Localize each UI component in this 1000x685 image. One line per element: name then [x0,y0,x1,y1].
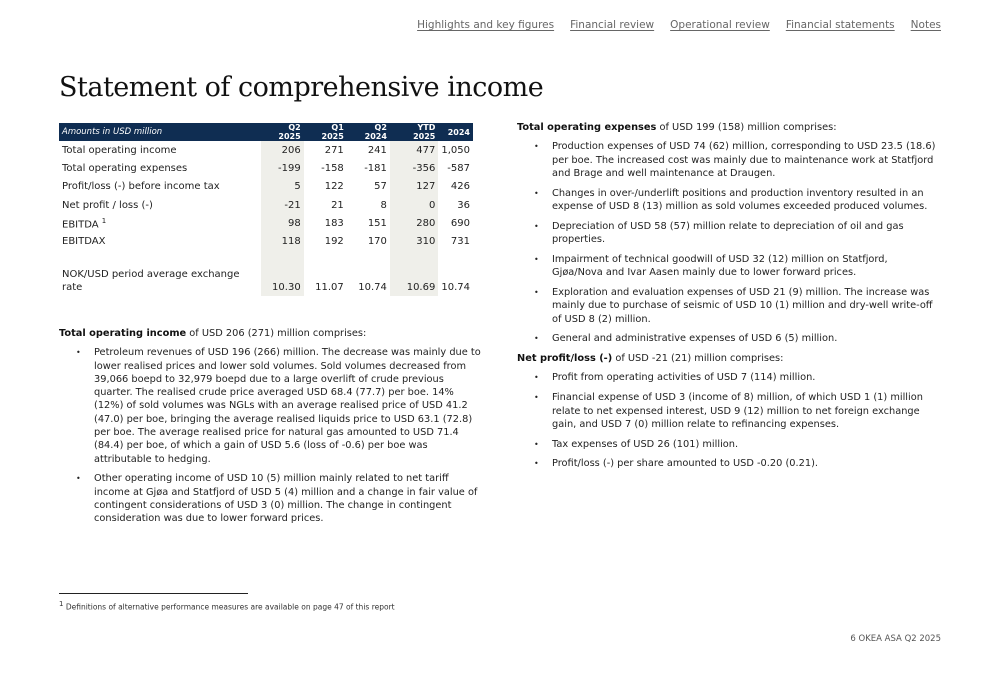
spacer-cell [390,251,438,268]
table-header-row [59,123,473,141]
table-cell: 98 [261,214,304,232]
nav-highlights-link[interactable]: Highlights and key figures [417,19,555,31]
table-cell: -587 [447,162,470,174]
footnote-text: Definitions of alternative performance measures are available on page 47 of this report [63,602,395,612]
footnote-divider [59,593,248,594]
table-cell: 206 [261,141,304,159]
list-item: • Profit from operating activities of USD 7 (114) million. [517,371,941,384]
table-cell: -181 [364,162,387,174]
table-cell: 241 [367,144,387,156]
table-header-cell: Q2 2024 [347,123,390,141]
table-cell: 36 [457,199,470,211]
nav-financial-statements-link[interactable]: Financial statements [785,19,895,31]
page-number: 6 OKEA ASA Q2 2025 [850,634,941,644]
table-cell: 477 [390,141,438,159]
list-item: • Impairment of technical goodwill of USD 32 (12) million on Statfjord, Gjøa/Nova and Ivar Aasen mainly due to lower forward prices. [517,253,941,280]
table-cell: 151 [367,217,387,229]
intro-text: of USD 199 (158) million comprises: [656,122,837,133]
nav-notes-link[interactable]: Notes [910,19,941,31]
table-cell: 10.30 [261,268,304,296]
table-cell: -158 [321,162,344,174]
list-item: • Changes in over-/underlift positions and production inventory resulted in an expense of USD 8 (13) million as sold volumes exceeded produced volumes. [517,187,941,214]
table-cell: 11.07 [315,281,344,293]
nav-financial-review-link[interactable]: Financial review [570,19,655,31]
spacer-cell [261,251,304,268]
table-cell: 310 [390,232,438,250]
net-profit-intro [517,352,941,365]
table-row [59,159,473,177]
table-cell: 170 [367,236,387,248]
nav-operational-review-link[interactable]: Operational review [670,19,770,31]
footnote [59,600,395,612]
list-item: • Exploration and evaluation expenses of USD 21 (9) million. The increase was mainly due to purchase of seismic of USD 10 (1) million and dry-well write-off of USD 8 (2) million. [517,286,941,326]
table-cell: 192 [324,236,344,248]
table-cell: 5 [261,178,304,196]
table-cell: -199 [261,159,304,177]
table-cell: 127 [390,178,438,196]
ebitda-label: EBITDA [62,219,99,230]
table-cell: 271 [324,144,344,156]
table-cell: 122 [324,181,344,193]
top-navigation [417,19,941,31]
operating-income-intro [59,327,483,340]
intro-text: of USD -21 (21) million comprises: [612,353,784,365]
table-row [59,178,473,196]
table-cell: 426 [450,181,470,193]
operating-expenses-section [517,121,941,477]
row-label: Total operating income [62,144,177,156]
spacer-cell [59,251,261,268]
table-cell: 731 [450,236,470,248]
footnote-mark: 1 [59,600,64,608]
intro-text: of USD 206 (271) million comprises: [186,328,367,339]
table-row [59,196,473,214]
table-row [59,268,473,296]
table-cell: 183 [324,217,344,229]
footnote-ref: 1 [101,216,107,225]
table-header-cell: 2024 [438,123,473,141]
table-spacer-row [59,251,473,268]
operating-expenses-intro [517,121,941,134]
income-summary-table [59,123,473,296]
table-row [59,141,473,159]
list-item: • General and administrative expenses of USD 6 (5) million. [517,332,941,345]
table-cell: 118 [261,232,304,250]
spacer-cell [438,251,473,268]
list-item: • Petroleum revenues of USD 196 (266) million. The decrease was mainly due to lower realised prices and lower sold volumes. Sold volumes decreased from 39,066 boepd to 32,979 boepd due to a large overlift of crude previous quarter. The realised crude price averaged USD 68.4 (77.7) per boe. 14% (12%) of sold volumes was NGLs with an average realised price of USD 41.2 (47.0) per boe, bringing the average realised liquids price to USD 63.1 (72.8) per boe. The average realised price for natural gas amounted to USD 71.4 (84.4) per boe, of which a gain of USD 5.6 (loss of -0.6) per boe was attributable to hedging. [59,346,483,466]
table-header-cell: Q2 2025 [261,123,304,141]
row-label: Profit/loss (-) before income tax [62,181,220,193]
list-item: • Financial expense of USD 3 (income of 8) million, of which USD 1 (1) million relate to net expensed interest, USD 9 (12) million to net foreign exchange gain, and USD 7 (0) million relate to refinancing expenses. [517,391,941,431]
list-item: • Other operating income of USD 10 (5) million mainly related to net tariff income at Gjøa and Statfjord of USD 5 (4) million and a change in fair value of contingent considerations of USD 3 (0) million. The change in contingent consideration was due to lower forward prices. [59,472,483,525]
operating-expenses-list [517,140,941,345]
table-row [59,214,473,232]
row-label [59,214,261,232]
table-cell: 690 [450,217,470,229]
row-label: NOK/USD period average exchange rate [62,268,240,293]
table-cell: 10.74 [441,281,470,293]
table-row [59,232,473,250]
intro-bold: Total operating expenses [517,122,657,133]
table-header-cell: Amounts in USD million [59,123,261,141]
list-item: • Depreciation of USD 58 (57) million relate to depreciation of oil and gas properties. [517,220,941,247]
table-cell: 10.74 [358,281,387,293]
table-cell: 8 [380,199,387,211]
page-title: Statement of comprehensive income [59,72,544,103]
table-cell: 21 [331,199,344,211]
operating-income-list [59,346,483,525]
list-item: • Tax expenses of USD 26 (101) million. [517,438,941,451]
table-cell: 280 [390,214,438,232]
table-cell: 1,050 [441,144,470,156]
table-cell: -356 [390,159,438,177]
intro-bold: Total operating income [59,328,187,339]
list-item: • Profit/loss (-) per share amounted to USD -0.20 (0.21). [517,457,941,470]
table-cell: 10.69 [390,268,438,296]
row-label: Total operating expenses [62,162,188,174]
operating-income-section [59,327,483,532]
intro-bold: Net profit/loss (-) [517,353,613,365]
list-item: • Production expenses of USD 74 (62) million, corresponding to USD 23.5 (18.6) per boe. The increased cost was mainly due to maintenance work at Statfjord and Brage and well maintenance at Draugen. [517,140,941,180]
spacer-cell [304,251,347,268]
table-cell: 0 [390,196,438,214]
table-header-cell: YTD 2025 [390,123,438,141]
row-label: Net profit / loss (-) [62,199,153,211]
net-profit-list [517,371,941,470]
row-label: EBITDAX [62,236,106,248]
table-cell: 57 [374,181,387,193]
table-cell: -21 [261,196,304,214]
table-header-cell: Q1 2025 [304,123,347,141]
spacer-cell [347,251,390,268]
